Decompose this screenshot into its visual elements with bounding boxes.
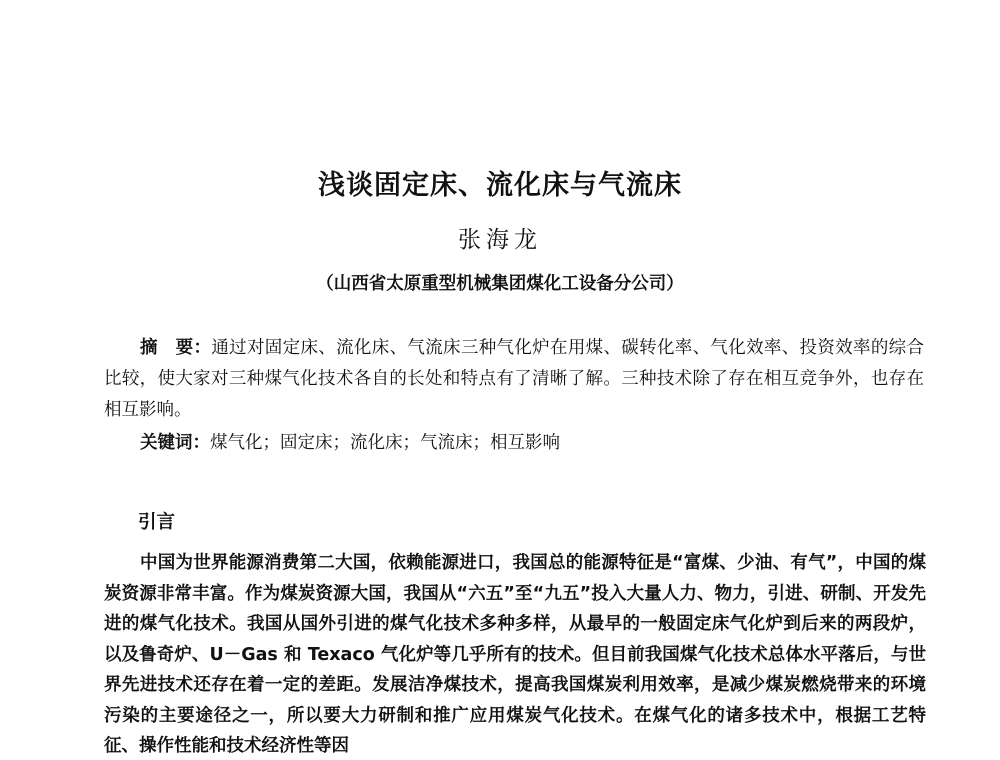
abstract-text: 通过对固定床、流化床、气流床三种气化炉在用煤、碳转化率、气化效率、投资效率的综合比较，使大家对三种煤气化技术各自的长处和特点有了清晰了解。三种技术除了存在相互竞争外，也存在相互影响。 bbox=[104, 338, 925, 420]
abstract bbox=[104, 333, 924, 426]
author-affiliation: （山西省太原重型机械集团煤化工设备分公司） bbox=[316, 274, 684, 294]
author-name: 张海龙 bbox=[458, 227, 542, 253]
section-heading-introduction: 引言 bbox=[138, 512, 176, 533]
keywords-text: 煤气化；固定床；流化床；气流床；相互影响 bbox=[210, 433, 560, 453]
keywords-label: 关键词： bbox=[140, 433, 210, 453]
introduction-paragraph: 中国为世界能源消费第二大国，依赖能源进口，我国总的能源特征是“富煤、少油、有气”，中国的煤炭资源非常丰富。作为煤炭资源大国，我国从“六五”至“九五”投入大量人力、物力，引进、研制、开发先进的煤气化技术。我国从国外引进的煤气化技术多种多样，从最早的一般固定床气化炉到后来的两段炉，以及鲁奇炉、U－Gas 和 Texaco 气化炉等几乎所有的技术。但目前我国煤气化技术总体水平落后，与世界先进技术还存在着一定的差距。发展洁净煤技术，提高我国煤炭利用效率，是减少煤炭燃烧带来的环境污染的主要途径之一，所以要大力研制和推广应用煤炭气化技术。在煤气化的诸多技术中，根据工艺特征、操作性能和技术经济性等因 bbox=[104, 553, 926, 756]
keywords bbox=[140, 428, 920, 458]
paper-title: 浅谈固定床、流化床与气流床 bbox=[318, 170, 682, 201]
abstract-label: 摘 要： bbox=[140, 338, 212, 358]
